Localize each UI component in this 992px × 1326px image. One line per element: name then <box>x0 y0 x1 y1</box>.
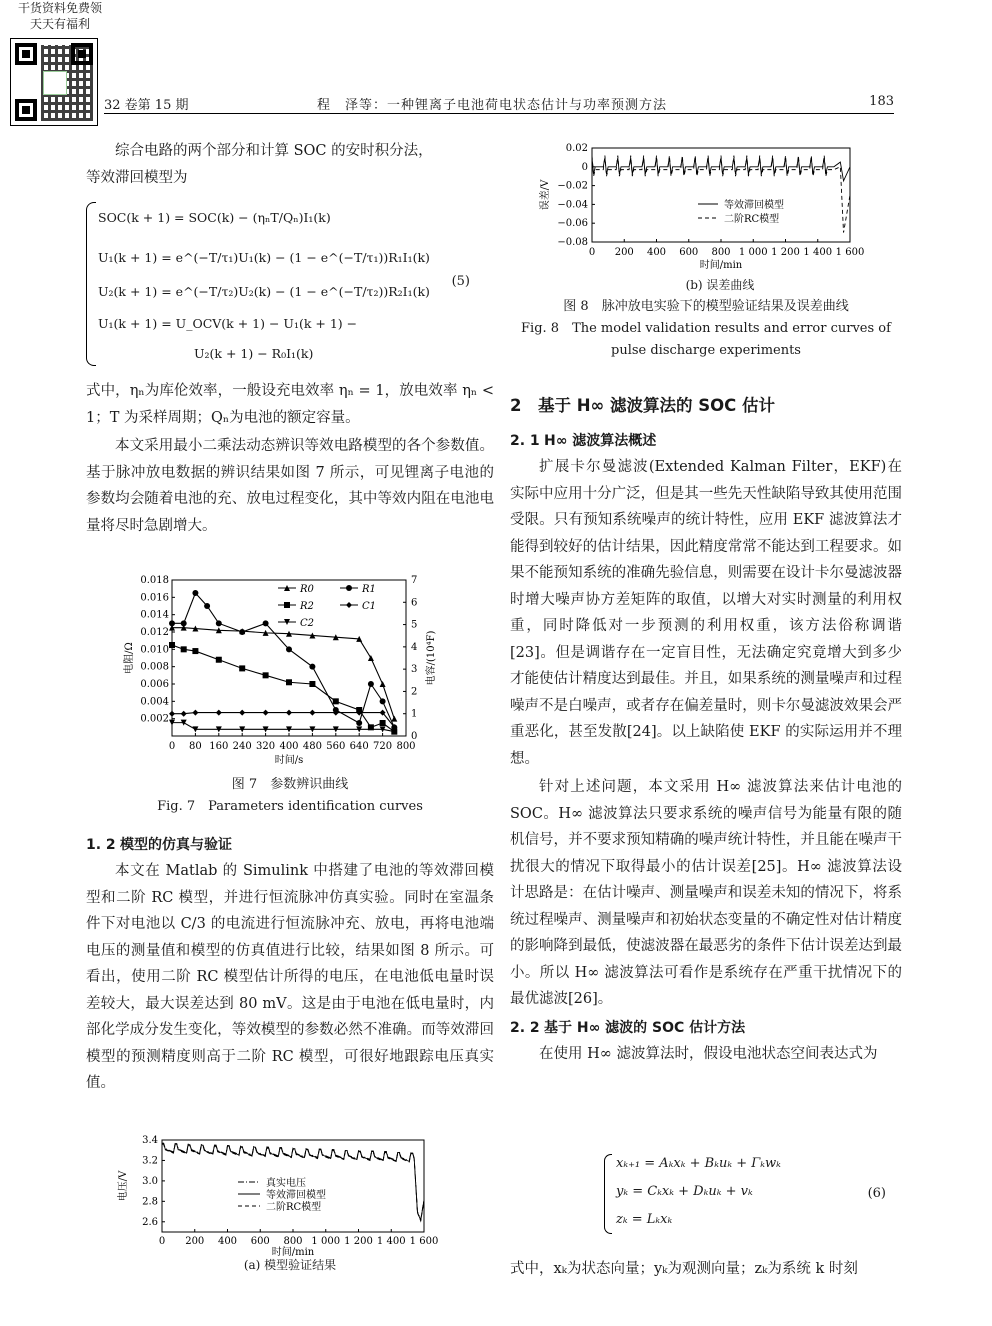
data-point <box>309 664 315 670</box>
watermark-line-2: 天天有福利 <box>29 17 90 31</box>
equation-number: (6) <box>867 1186 886 1201</box>
y-axis-label: 误差/V <box>540 179 551 211</box>
paragraph: 本文在 Matlab 的 Simulink 中搭建了电池的等效滞回模型和二阶 RC 模型，并进行恒流脉冲仿真实验。同时在室温条件下对电池以 C/3 的电流进行恒流脉冲充、放电，再将电池端电压的测量值和模型的仿真值进行比较，结果如图 8 所示。可看出，使用二阶 RC 模型估计所得的电压，在电池低电量时误差较大，最大误差达到 80 mV。这是由于电池在低电量时，内部化学成分发生变化，等效模型的参数必然不准确。而等效滞回模型的预测精度则高于二阶 RC 模型，可很好地跟踪电压真实值。 <box>86 863 494 1091</box>
x-tick-label: 1 200 <box>344 1236 373 1247</box>
y2-axis-label: 电容/(10⁴F) <box>426 630 437 686</box>
data-point <box>216 657 222 663</box>
data-point <box>309 710 315 716</box>
data-point <box>286 710 292 716</box>
y-tick-label: 2.6 <box>142 1216 158 1228</box>
series-R2 <box>169 642 397 735</box>
equation-line: U₂(k + 1) = e^(−T/τ₂)U₂(k) − (1 − e^(−T/τ₂))R₂I₁(k) <box>98 284 430 299</box>
section-number: 2. 1 <box>510 433 540 449</box>
paragraph: 等效滞回模型为 <box>86 169 188 186</box>
y2-tick-label: 3 <box>411 664 418 676</box>
data-point <box>309 681 315 687</box>
y-tick-label: −0.02 <box>557 180 588 192</box>
legend-label: 二阶RC模型 <box>266 1202 322 1213</box>
data-point <box>181 620 187 626</box>
data-point <box>216 710 222 716</box>
data-point <box>181 646 187 652</box>
x-tick-label: 0 <box>168 741 176 752</box>
y-tick-label: 0.008 <box>140 661 169 673</box>
x-axis-label: 时间/s <box>274 755 304 766</box>
y2-tick-label: 5 <box>411 619 418 631</box>
legend-label: 等效滞回模型 <box>266 1190 326 1201</box>
y-tick-label: 3.0 <box>142 1175 158 1187</box>
x-tick-label: 160 <box>209 741 229 752</box>
x-tick-label: 1 400 <box>376 1236 406 1247</box>
y-tick-label: −0.08 <box>557 237 588 248</box>
equation-5 <box>86 200 494 370</box>
data-point <box>239 629 245 635</box>
y-axis-label: 电阻/Ω <box>124 642 135 674</box>
data-point <box>204 603 210 609</box>
x-tick-label: 480 <box>302 741 322 752</box>
data-point <box>380 720 386 726</box>
legend-label: R0 <box>300 584 314 595</box>
data-point <box>368 681 374 687</box>
data-point <box>192 648 198 654</box>
watermark <box>10 0 110 32</box>
y-tick-label: −0.04 <box>557 199 588 211</box>
caption-cn: 图 7 参数辨识曲线 <box>231 777 349 792</box>
right-column-tail <box>510 1256 902 1283</box>
data-point <box>263 710 269 716</box>
legend-label: R2 <box>300 601 314 612</box>
y-tick-label: 0.02 <box>565 143 588 154</box>
data-point <box>286 646 292 652</box>
section-2-heading: 2 基于 H∞ 滤波算法的 SOC 估计 <box>510 396 776 415</box>
data-point <box>169 620 175 626</box>
equation-line: zₖ = Lₖxₖ <box>616 1212 673 1227</box>
x-tick-label: 200 <box>614 247 634 258</box>
equation-line: U₂(k + 1) − R₀I₁(k) <box>194 346 314 361</box>
left-column-top <box>86 138 494 191</box>
x-tick-label: 400 <box>217 1236 238 1247</box>
data-point <box>239 665 245 671</box>
data-point <box>239 710 245 716</box>
section-heading <box>510 428 902 454</box>
section-heading <box>86 832 494 858</box>
data-point <box>286 679 292 685</box>
paragraph: 针对上述问题，本文采用 H∞ 滤波算法来估计电池的 SOC。H∞ 滤波算法只要求系统的噪声信号为能量有限的随机信号，并不要求预知精确的噪声统计特性，并且能在噪声干扰很大的情况下取得最小的估计误差[25]。H∞ 滤波算法设计思路是：在估计噪声、测量噪声和误差未知的情况下，将系统过程噪声、测量噪声和初始状态变量的不确定性对估计精度的影响降到最低，使滤波器在最恶劣的条件下估计误差达到最小。所以 H∞ 滤波算法可看作是系统存在严重干扰情况下的最优滤波[26]。 <box>510 779 902 1007</box>
x-axis-label: 时间/min <box>699 260 743 271</box>
running-header <box>104 92 894 114</box>
paragraph: 式中，ηₙ为库伦效率，一般设充电效率 ηₙ = 1，放电效率 ηₙ < 1；T 为采样周期；Qₙ为电池的额定容量。 <box>86 383 494 426</box>
x-tick-label: 1 000 <box>738 247 768 258</box>
y-tick-label: 0.004 <box>140 696 169 708</box>
y2-tick-label: 0 <box>411 731 418 742</box>
y2-tick-label: 4 <box>411 641 418 653</box>
section-number: 2. 2 <box>510 1019 540 1036</box>
watermark-line-1: 干货资料免费领 <box>17 1 102 15</box>
equation-number: (5) <box>451 274 470 289</box>
section-title: 模型的仿真与验证 <box>120 837 232 853</box>
x-tick-label: 1 200 <box>771 247 800 258</box>
caption-cn: 图 8 脉冲放电实验下的模型验证结果及误差曲线 <box>563 299 849 314</box>
x-tick-label: 640 <box>349 741 369 752</box>
data-point <box>192 710 198 716</box>
x-tick-label: 0 <box>158 1236 166 1247</box>
paragraph: 扩展卡尔曼滤波(Extended Kalman Filter，EKF)在实际中应用十分广泛，但是其一些先天性缺陷导致其使用范围受限。只有预知系统噪声的统计特性，应用 EKF 滤波算法才能得到较好的估计结果，因此精度常常不能达到工程要求。如果不能预知系统的准确先验信息，则需要在设计卡尔曼滤波器时增大噪声协方差矩阵的取值，以增大对实时测量的利用权重，同时降低对一步预测的利用权重，该方法俗称调谐[23]。但是调谐存在一定盲目性，无法确定究竟增大到多少才能使估计精度达到最佳。并且，如果系统的测量噪声和过程噪声不是白噪声，或者存在偏差量时，则卡尔曼滤波效果会严重恶化，甚至发散[24]。以上缺陷使 EKF 的实际运用并不理想。 <box>510 459 902 767</box>
running-title: 程 泽等：一种锂离子电池荷电状态估计与功率预测方法 <box>317 98 668 113</box>
series-二阶RC模型 <box>592 156 850 233</box>
section-title: H∞ 滤波算法概述 <box>544 433 657 449</box>
x-tick-label: 560 <box>326 741 346 752</box>
y-tick-label: 0.012 <box>140 627 169 638</box>
y-tick-label: 0.018 <box>140 575 169 586</box>
section-1-2 <box>86 832 494 1097</box>
figure-8b-subcaption: (b) 误差曲线 <box>685 278 755 292</box>
y-tick-label: 3.4 <box>142 1135 158 1146</box>
y2-tick-label: 7 <box>411 575 418 586</box>
data-point <box>169 642 175 648</box>
x-tick-label: 1 000 <box>311 1236 341 1247</box>
equation-line: yₖ = Cₖxₖ + Dₖuₖ + vₖ <box>616 1184 753 1199</box>
figure-8a-subcaption: (a) 模型验证结果 <box>243 1258 337 1272</box>
x-tick-label: 400 <box>646 247 667 258</box>
equation-6 <box>604 1152 894 1236</box>
figure-8b-chart <box>530 138 880 288</box>
journal-volume: 32 卷第 15 期 <box>104 98 189 113</box>
legend-label: 二阶RC模型 <box>724 214 780 225</box>
y-tick-label: 2.8 <box>142 1196 158 1208</box>
paragraph: 在使用 H∞ 滤波算法时，假设电池状态空间表达式为 <box>539 1045 878 1062</box>
section-number: 1. 2 <box>86 837 116 853</box>
left-column-body <box>86 378 494 539</box>
series-C2 <box>169 720 397 735</box>
paragraph: 综合电路的两个部分和计算 SOC 的安时积分法， <box>115 143 433 159</box>
data-point <box>216 620 222 626</box>
data-point <box>263 672 269 678</box>
figure-7-chart <box>118 572 448 772</box>
section-heading <box>510 1015 902 1041</box>
y-tick-label: 0.010 <box>140 644 169 656</box>
legend-label: R1 <box>362 584 376 595</box>
y2-tick-label: 6 <box>411 597 418 609</box>
series-C1 <box>169 710 397 730</box>
y-tick-label: 0.016 <box>140 592 169 604</box>
data-point <box>346 585 352 591</box>
x-tick-label: 240 <box>232 741 252 752</box>
x-tick-label: 800 <box>711 247 731 258</box>
y-axis-label: 电压/V <box>118 1170 129 1202</box>
x-tick-label: 800 <box>283 1236 303 1247</box>
y2-tick-label: 2 <box>411 686 418 698</box>
caption-en: pulse discharge experiments <box>611 343 801 358</box>
x-tick-label: 400 <box>279 741 299 752</box>
x-tick-label: 800 <box>396 741 416 752</box>
series-R0 <box>169 625 397 722</box>
figure-8-caption <box>510 296 902 362</box>
x-tick-label: 1 400 <box>803 247 833 258</box>
paragraph: 式中，xₖ为状态向量；yₖ为观测向量；zₖ为系统 k 时刻 <box>510 1261 858 1277</box>
legend-label: 等效滞回模型 <box>724 200 784 211</box>
figure-7-caption <box>86 774 494 818</box>
data-point <box>284 602 290 608</box>
x-tick-label: 600 <box>250 1236 270 1247</box>
equation-line: U₁(k + 1) = e^(−T/τ₁)U₁(k) − (1 − e^(−T/τ₁))R₁I₁(k) <box>98 250 430 265</box>
right-column <box>510 380 902 1067</box>
data-point <box>169 711 175 717</box>
section-title: 基于 H∞ 滤波的 SOC 估计方法 <box>544 1019 746 1036</box>
data-point <box>192 590 198 596</box>
data-point <box>356 720 362 726</box>
data-point <box>368 655 374 661</box>
x-tick-label: 600 <box>679 247 699 258</box>
y-tick-label: 3.2 <box>142 1155 158 1167</box>
equation-line: xₖ₊₁ = Aₖxₖ + Bₖuₖ + Γₖwₖ <box>616 1156 781 1171</box>
caption-en: Fig. 7 Parameters identification curves <box>157 799 423 814</box>
data-point <box>333 698 339 704</box>
figure-8a-chart <box>110 1130 450 1270</box>
qr-code-icon <box>10 38 98 126</box>
data-point <box>181 711 187 717</box>
y-tick-label: 0.014 <box>140 609 169 621</box>
x-axis-label: 时间/min <box>271 1247 315 1258</box>
paragraph: 本文采用最小二乘法动态辨识等效电路模型的各个参数值。基于脉冲放电数据的辨识结果如图 7 所示，可见锂离子电池的参数均会随着电池的充、放电过程变化，其中等效内阻在电池电量将尽时急剧增大。 <box>86 438 494 534</box>
equation-line: U₁(k + 1) = U_OCV(k + 1) − U₁(k + 1) − <box>98 316 358 331</box>
y-tick-label: 0.002 <box>140 713 169 725</box>
data-point <box>380 698 386 704</box>
data-point <box>380 681 386 687</box>
x-tick-label: 1 600 <box>835 247 865 258</box>
data-point <box>391 716 397 722</box>
data-point <box>263 620 269 626</box>
y-tick-label: 0 <box>581 161 588 173</box>
x-tick-label: 80 <box>189 741 202 752</box>
y-tick-label: 0.006 <box>140 679 169 690</box>
page-number: 183 <box>869 94 894 109</box>
y-tick-label: −0.06 <box>557 218 588 230</box>
x-tick-label: 1 600 <box>409 1236 439 1247</box>
legend-label: C1 <box>362 601 377 612</box>
y2-tick-label: 1 <box>411 708 418 720</box>
x-tick-label: 720 <box>373 741 393 752</box>
data-point <box>346 602 352 608</box>
legend-label: 真实电压 <box>266 1178 306 1189</box>
caption-en: Fig. 8 The model validation results and error curves of <box>521 321 891 336</box>
x-tick-label: 0 <box>588 247 596 258</box>
x-tick-label: 200 <box>185 1236 205 1247</box>
x-tick-label: 320 <box>256 741 276 752</box>
legend-label: C2 <box>300 618 315 629</box>
equation-line: SOC(k + 1) = SOC(k) − (ηₙT/Qₙ)I₁(k) <box>98 210 331 225</box>
